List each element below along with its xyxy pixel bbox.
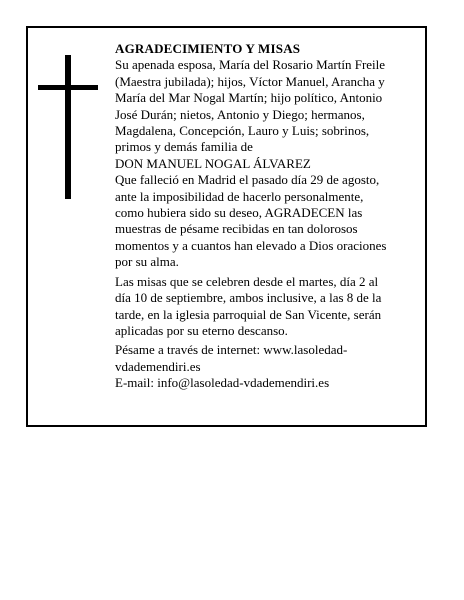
condolences-line: Pésame a través de internet: www.lasoledad-vdademendiri.es	[115, 342, 348, 374]
cross-horizontal-bar	[38, 85, 98, 90]
obituary-notice	[26, 26, 427, 427]
thanks-paragraph: Que falleció en Madrid el pasado día 29 de agosto, ante la imposibilidad de hacerlo personalmente, como hubiera sido su deseo, AGRADECEN las muestras de pésame recibidas en tan dolorosos momentos y a cuantos han elevado a Dios oraciones por su alma.	[115, 172, 387, 270]
cross-vertical-bar	[65, 55, 71, 199]
masses-paragraph: Las misas que se celebren desde el martes, día 2 al día 10 de septiembre, ambos inclusive, a las 8 de la tarde, en la iglesia parroquial de San Vicente, serán aplicadas por su eterno descanso.	[115, 273, 382, 338]
deceased-name: DON MANUEL NOGAL ÁLVAREZ	[115, 155, 311, 171]
email-line: E-mail: info@lasoledad-vdademendiri.es	[115, 375, 330, 391]
notice-heading: AGRADECIMIENTO Y MISAS	[115, 41, 301, 56]
notice-body	[115, 41, 395, 392]
cross-icon	[38, 55, 98, 199]
family-paragraph: Su apenada esposa, María del Rosario Martín Freile (Maestra jubilada); hijos, Víctor Manuel, Arancha y María del Mar Nogal Martín; hijo político, Antonio José Durán; nietos, Antonio y Diego; hermanos, Magdalena, Concepción, Lauro y Luis; sobrinos, primos y demás familia de	[115, 57, 386, 155]
